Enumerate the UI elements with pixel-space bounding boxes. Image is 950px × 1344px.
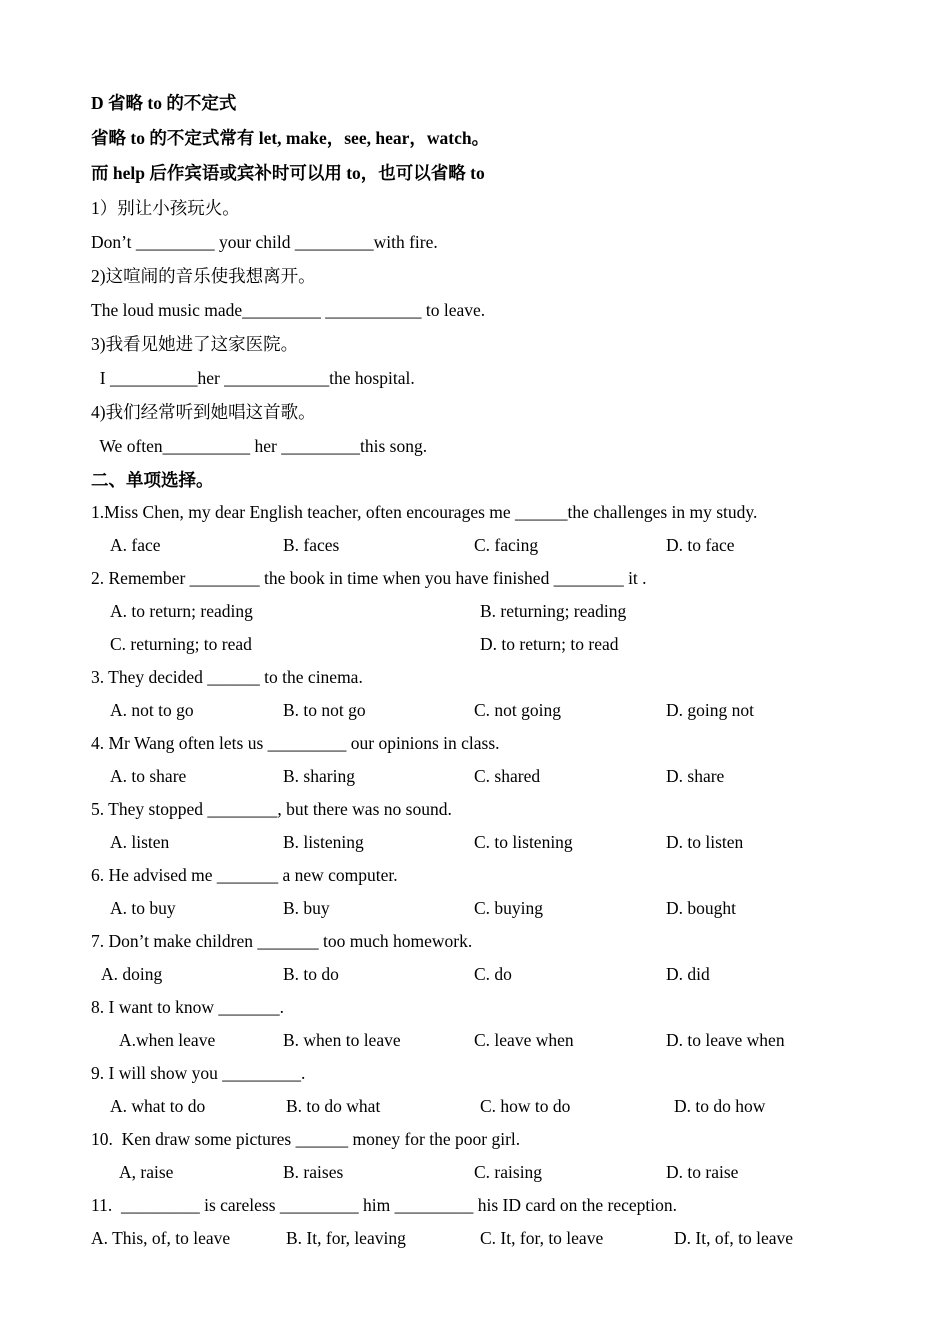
q3-option-a: A. not to go <box>110 700 194 720</box>
rule-line-1: 省略 to 的不定式常有 let, make，see, hear，watch。 <box>91 128 490 148</box>
q11-option-b: B. It, for, leaving <box>286 1228 406 1248</box>
q6-option-b: B. buy <box>283 898 330 918</box>
q5-option-a: A. listen <box>110 832 170 852</box>
q1-option-d: D. to face <box>666 535 735 555</box>
question-5: 5. They stopped ________, but there was no sound. <box>91 799 452 819</box>
q4-option-d: D. share <box>666 766 725 786</box>
q3-option-c: C. not going <box>474 700 562 720</box>
q4-option-b: B. sharing <box>283 766 355 786</box>
q6-option-a: A. to buy <box>110 898 176 918</box>
q9-option-d: D. to do how <box>674 1096 766 1116</box>
q7-option-c: C. do <box>474 964 512 984</box>
question-8: 8. I want to know _______. <box>91 997 284 1017</box>
q5-option-b: B. listening <box>283 832 364 852</box>
question-11: 11. _________ is careless _________ him _________ his ID card on the reception. <box>91 1195 677 1215</box>
q7-option-d: D. did <box>666 964 710 984</box>
q10-option-a: A, raise <box>119 1162 174 1182</box>
q11-option-c: C. It, for, to leave <box>480 1228 604 1248</box>
q10-option-b: B. raises <box>283 1162 344 1182</box>
q2-option-a: A. to return; reading <box>110 601 253 621</box>
q6-option-d: D. bought <box>666 898 736 918</box>
q8-option-a: A.when leave <box>119 1030 216 1050</box>
exercise-4-english: We often__________ her _________this song. <box>91 436 428 456</box>
exercise-4-chinese: 4)我们经常听到她唱这首歌。 <box>91 402 316 422</box>
q9-option-b: B. to do what <box>286 1096 381 1116</box>
question-6: 6. He advised me _______ a new computer. <box>91 865 398 885</box>
q7-option-a: A. doing <box>101 964 163 984</box>
question-10: 10. Ken draw some pictures ______ money for the poor girl. <box>91 1129 521 1149</box>
rule-line-2: 而 help 后作宾语或宾补时可以用 to，也可以省略 to <box>91 163 485 183</box>
q1-option-c: C. facing <box>474 535 539 555</box>
q1-option-a: A. face <box>110 535 161 555</box>
q5-option-c: C. to listening <box>474 832 573 852</box>
question-9: 9. I will show you _________. <box>91 1063 306 1083</box>
q2-option-c: C. returning; to read <box>110 634 252 654</box>
exercise-1-chinese: 1）别让小孩玩火。 <box>91 198 240 218</box>
section-two-title: 二、单项选择。 <box>91 470 214 490</box>
q2-option-d: D. to return; to read <box>480 634 619 654</box>
exercise-3-english: I __________her ____________the hospital. <box>91 368 415 388</box>
q10-option-d: D. to raise <box>666 1162 739 1182</box>
exercise-3-chinese: 3)我看见她进了这家医院。 <box>91 334 299 354</box>
question-4: 4. Mr Wang often lets us _________ our opinions in class. <box>91 733 500 753</box>
q11-option-a: A. This, of, to leave <box>91 1228 231 1248</box>
q3-option-b: B. to not go <box>283 700 366 720</box>
question-3: 3. They decided ______ to the cinema. <box>91 667 363 687</box>
q2-option-b: B. returning; reading <box>480 601 627 621</box>
question-2: 2. Remember ________ the book in time when you have finished ________ it . <box>91 568 647 588</box>
q6-option-c: C. buying <box>474 898 544 918</box>
q5-option-d: D. to listen <box>666 832 744 852</box>
q8-option-c: C. leave when <box>474 1030 574 1050</box>
q9-option-a: A. what to do <box>110 1096 206 1116</box>
q4-option-c: C. shared <box>474 766 541 786</box>
exercise-2-english: The loud music made_________ ___________ to leave. <box>91 300 486 320</box>
question-7: 7. Don’t make children _______ too much homework. <box>91 931 473 951</box>
question-1: 1.Miss Chen, my dear English teacher, often encourages me ______the challenges in my study. <box>91 502 758 522</box>
q8-option-d: D. to leave when <box>666 1030 785 1050</box>
q11-option-d: D. It, of, to leave <box>674 1228 794 1248</box>
q1-option-b: B. faces <box>283 535 340 555</box>
q9-option-c: C. how to do <box>480 1096 571 1116</box>
q10-option-c: C. raising <box>474 1162 543 1182</box>
q8-option-b: B. when to leave <box>283 1030 401 1050</box>
q3-option-d: D. going not <box>666 700 754 720</box>
q7-option-b: B. to do <box>283 964 339 984</box>
exercise-2-chinese: 2)这喧闹的音乐使我想离开。 <box>91 266 316 286</box>
section-d-title: D 省略 to 的不定式 <box>91 93 237 113</box>
exercise-1-english: Don’t _________ your child _________with fire. <box>91 232 438 252</box>
q4-option-a: A. to share <box>110 766 187 786</box>
